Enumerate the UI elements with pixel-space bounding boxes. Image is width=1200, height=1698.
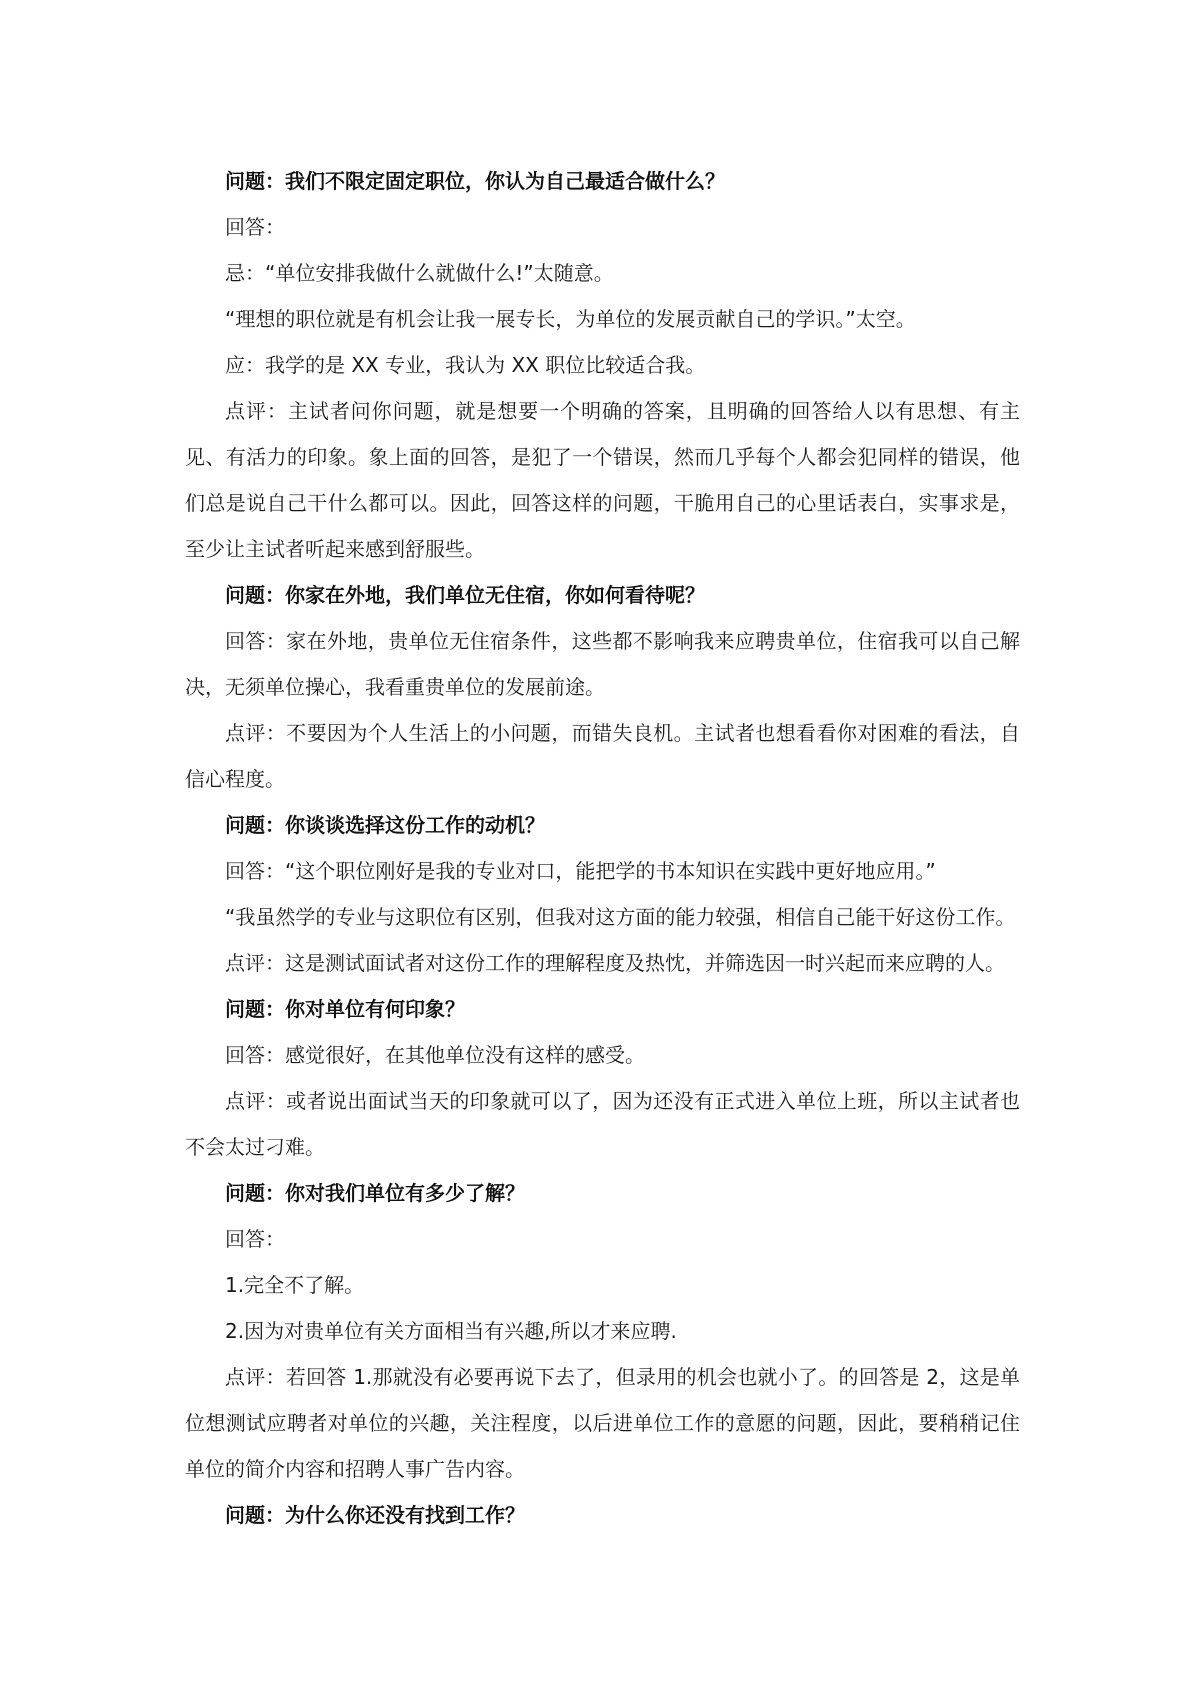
answer-paragraph: 回答：“这个职位刚好是我的专业对口，能把学的书本知识在实践中更好地应用。”	[225, 859, 936, 883]
question-paragraph: 问题：你对单位有何印象？	[225, 997, 465, 1021]
question-paragraph: 问题：为什么你还没有找到工作？	[225, 1503, 525, 1527]
document-body	[185, 158, 1020, 1538]
list-item: 1.完全不了解。	[225, 1273, 365, 1297]
answer-paragraph: 回答：家在外地，贵单位无住宿条件，这些都不影响我来应聘贵单位，住宿我可以自己解决，无须单位操心，我看重贵单位的发展前途。	[185, 629, 1020, 699]
quote-paragraph: “理想的职位就是有机会让我一展专长，为单位的发展贡献自己的学识。”太空。	[225, 307, 916, 331]
comment-paragraph: 点评：若回答 1.那就没有必要再说下去了，但录用的机会也就小了。的回答是 2，这是单位想测试应聘者对单位的兴趣，关注程度，以后进单位工作的意愿的问题，因此，要稍稍记住单位的简介内容和招聘人事广告内容。	[185, 1365, 1020, 1481]
comment-paragraph: 点评：主试者问你问题，就是想要一个明确的答案，且明确的回答给人以有思想、有主见、有活力的印象。象上面的回答，是犯了一个错误，然而几乎每个人都会犯同样的错误，他们总是说自己干什么都可以。因此，回答这样的问题，干脆用自己的心里话表白，实事求是，至少让主试者听起来感到舒服些。	[185, 399, 1020, 561]
quote-paragraph: “我虽然学的专业与这职位有区别，但我对这方面的能力较强，相信自己能干好这份工作。	[225, 905, 1016, 929]
comment-paragraph: 点评：这是测试面试者对这份工作的理解程度及热忱，并筛选因一时兴起而来应聘的人。	[225, 951, 1005, 975]
should-paragraph: 应：我学的是 XX 专业，我认为 XX 职位比较适合我。	[225, 353, 706, 377]
answer-paragraph: 回答：	[225, 1227, 285, 1251]
question-paragraph: 问题：你对我们单位有多少了解？	[225, 1181, 525, 1205]
question-paragraph: 问题：你谈谈选择这份工作的动机？	[225, 813, 545, 837]
question-paragraph: 问题：你家在外地，我们单位无住宿，你如何看待呢？	[225, 583, 705, 607]
comment-paragraph: 点评：不要因为个人生活上的小问题，而错失良机。主试者也想看看你对困难的看法，自信心程度。	[185, 721, 1020, 791]
list-item: 2.因为对贵单位有关方面相当有兴趣,所以才来应聘.	[225, 1319, 677, 1343]
comment-paragraph: 点评：或者说出面试当天的印象就可以了，因为还没有正式进入单位上班，所以主试者也不会太过刁难。	[185, 1089, 1020, 1159]
answer-paragraph: 回答：	[225, 215, 285, 239]
question-paragraph: 问题：我们不限定固定职位，你认为自己最适合做什么？	[225, 169, 725, 193]
answer-paragraph: 回答：感觉很好，在其他单位没有这样的感受。	[225, 1043, 645, 1067]
avoid-paragraph: 忌：“单位安排我做什么就做什么!”太随意。	[225, 261, 614, 285]
